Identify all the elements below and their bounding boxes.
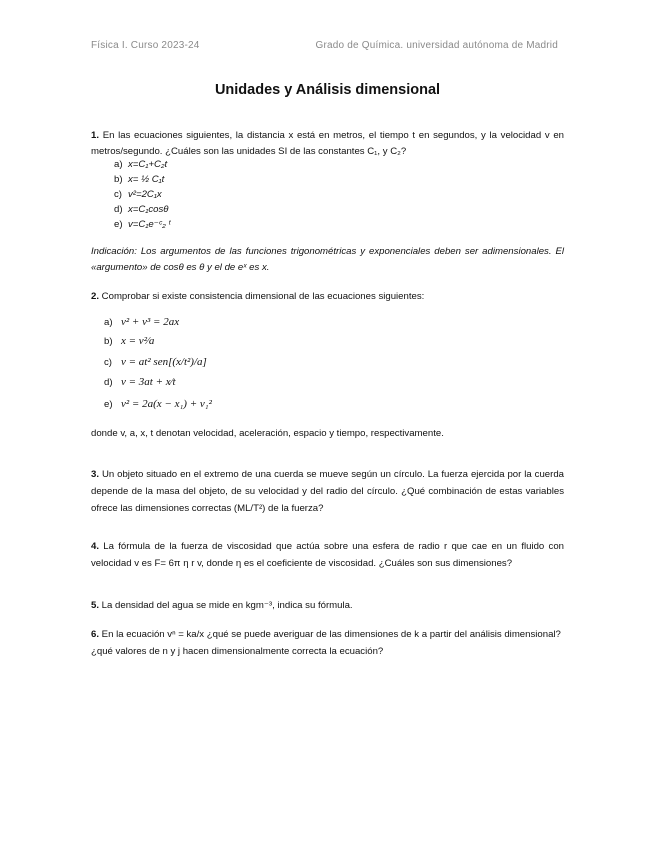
question-text: Comprobar si existe consistencia dimensional de las ecuaciones siguientes: [99,291,425,302]
question-5 [91,598,564,614]
hint-paragraph: Indicación: Los argumentos de las funciones trigonométricas y exponenciales deben ser adimensionales. El «argumento» de cosθ es θ y el de eˣ es x. [91,246,564,273]
list-item: d) x=C₁cosθ [114,204,169,215]
header-university: Grado de Química. universidad autónoma de Madrid [315,40,558,51]
question-text: Un objeto situado en el extremo de una cuerda se mueve según un círculo. La fuerza ejercida por la cuerda depende de la masa del objeto, de su velocidad y del radio del círculo. ¿Qué combinación de estas variables ofrece las dimensiones correctas (ML/T²) de la fuerza? [91,469,564,514]
page-title: Unidades y Análisis dimensional [214,82,441,98]
header-course: Física I. Curso 2023-24 [91,40,200,51]
equation-item: e) v² = 2a(x − x₁) + v₁² [104,398,212,410]
question-number: 5. [91,600,100,611]
question-text: La densidad del agua se mide en kgm⁻³, indica su fórmula. [99,600,353,611]
question-2-note: donde v, a, x, t denotan velocidad, aceleración, espacio y tiempo, respectivamente. [91,428,444,439]
equation-item: b) x = v²⁄a [104,335,155,347]
question-1 [91,128,564,160]
equation-item: d) v = 3at + x⁄t [104,376,176,388]
question-number: 4. [91,541,100,552]
question-number: 6. [91,629,100,640]
equation-item: c) v = at² sen[(x/t²)/a] [104,356,207,368]
question-6 [91,626,564,660]
question-number: 1. [91,130,100,141]
question-3 [91,466,564,517]
equation-item: a) v² + v³ = 2ax [104,316,180,328]
question-text: La fórmula de la fuerza de viscosidad que actúa sobre una esfera de radio r que cae en un fluido con velocidad v es F= 6π η r v, donde η es el coeficiente de viscosidad. ¿Cuáles son sus dimensiones? [91,541,564,569]
question-number: 2. [91,291,100,302]
list-item: c) v²=2C₁x [114,189,162,200]
question-2 [91,289,564,305]
question-text: En la ecuación vⁿ = ka/x ¿qué se puede averiguar de las dimensiones de k a partir del análisis dimensional? ¿qué valores de n y j hacen dimensionalmente correcta la ecuación? [91,629,561,657]
list-item: a) x=C₁+C₂t [114,159,168,170]
list-item: e) v=C₁e⁻ᶜ₂ ᵗ [114,219,171,230]
list-item: b) x= ½ C₁t [114,174,165,185]
question-number: 3. [91,469,100,480]
question-1-items [114,157,170,232]
question-4 [91,538,564,572]
question-text: En las ecuaciones siguientes, la distancia x está en metros, el tiempo t en segundos, y la velocidad v en metros/segundo. ¿Cuáles son las unidades SI de las constantes C₁, y C₂? [91,130,564,157]
